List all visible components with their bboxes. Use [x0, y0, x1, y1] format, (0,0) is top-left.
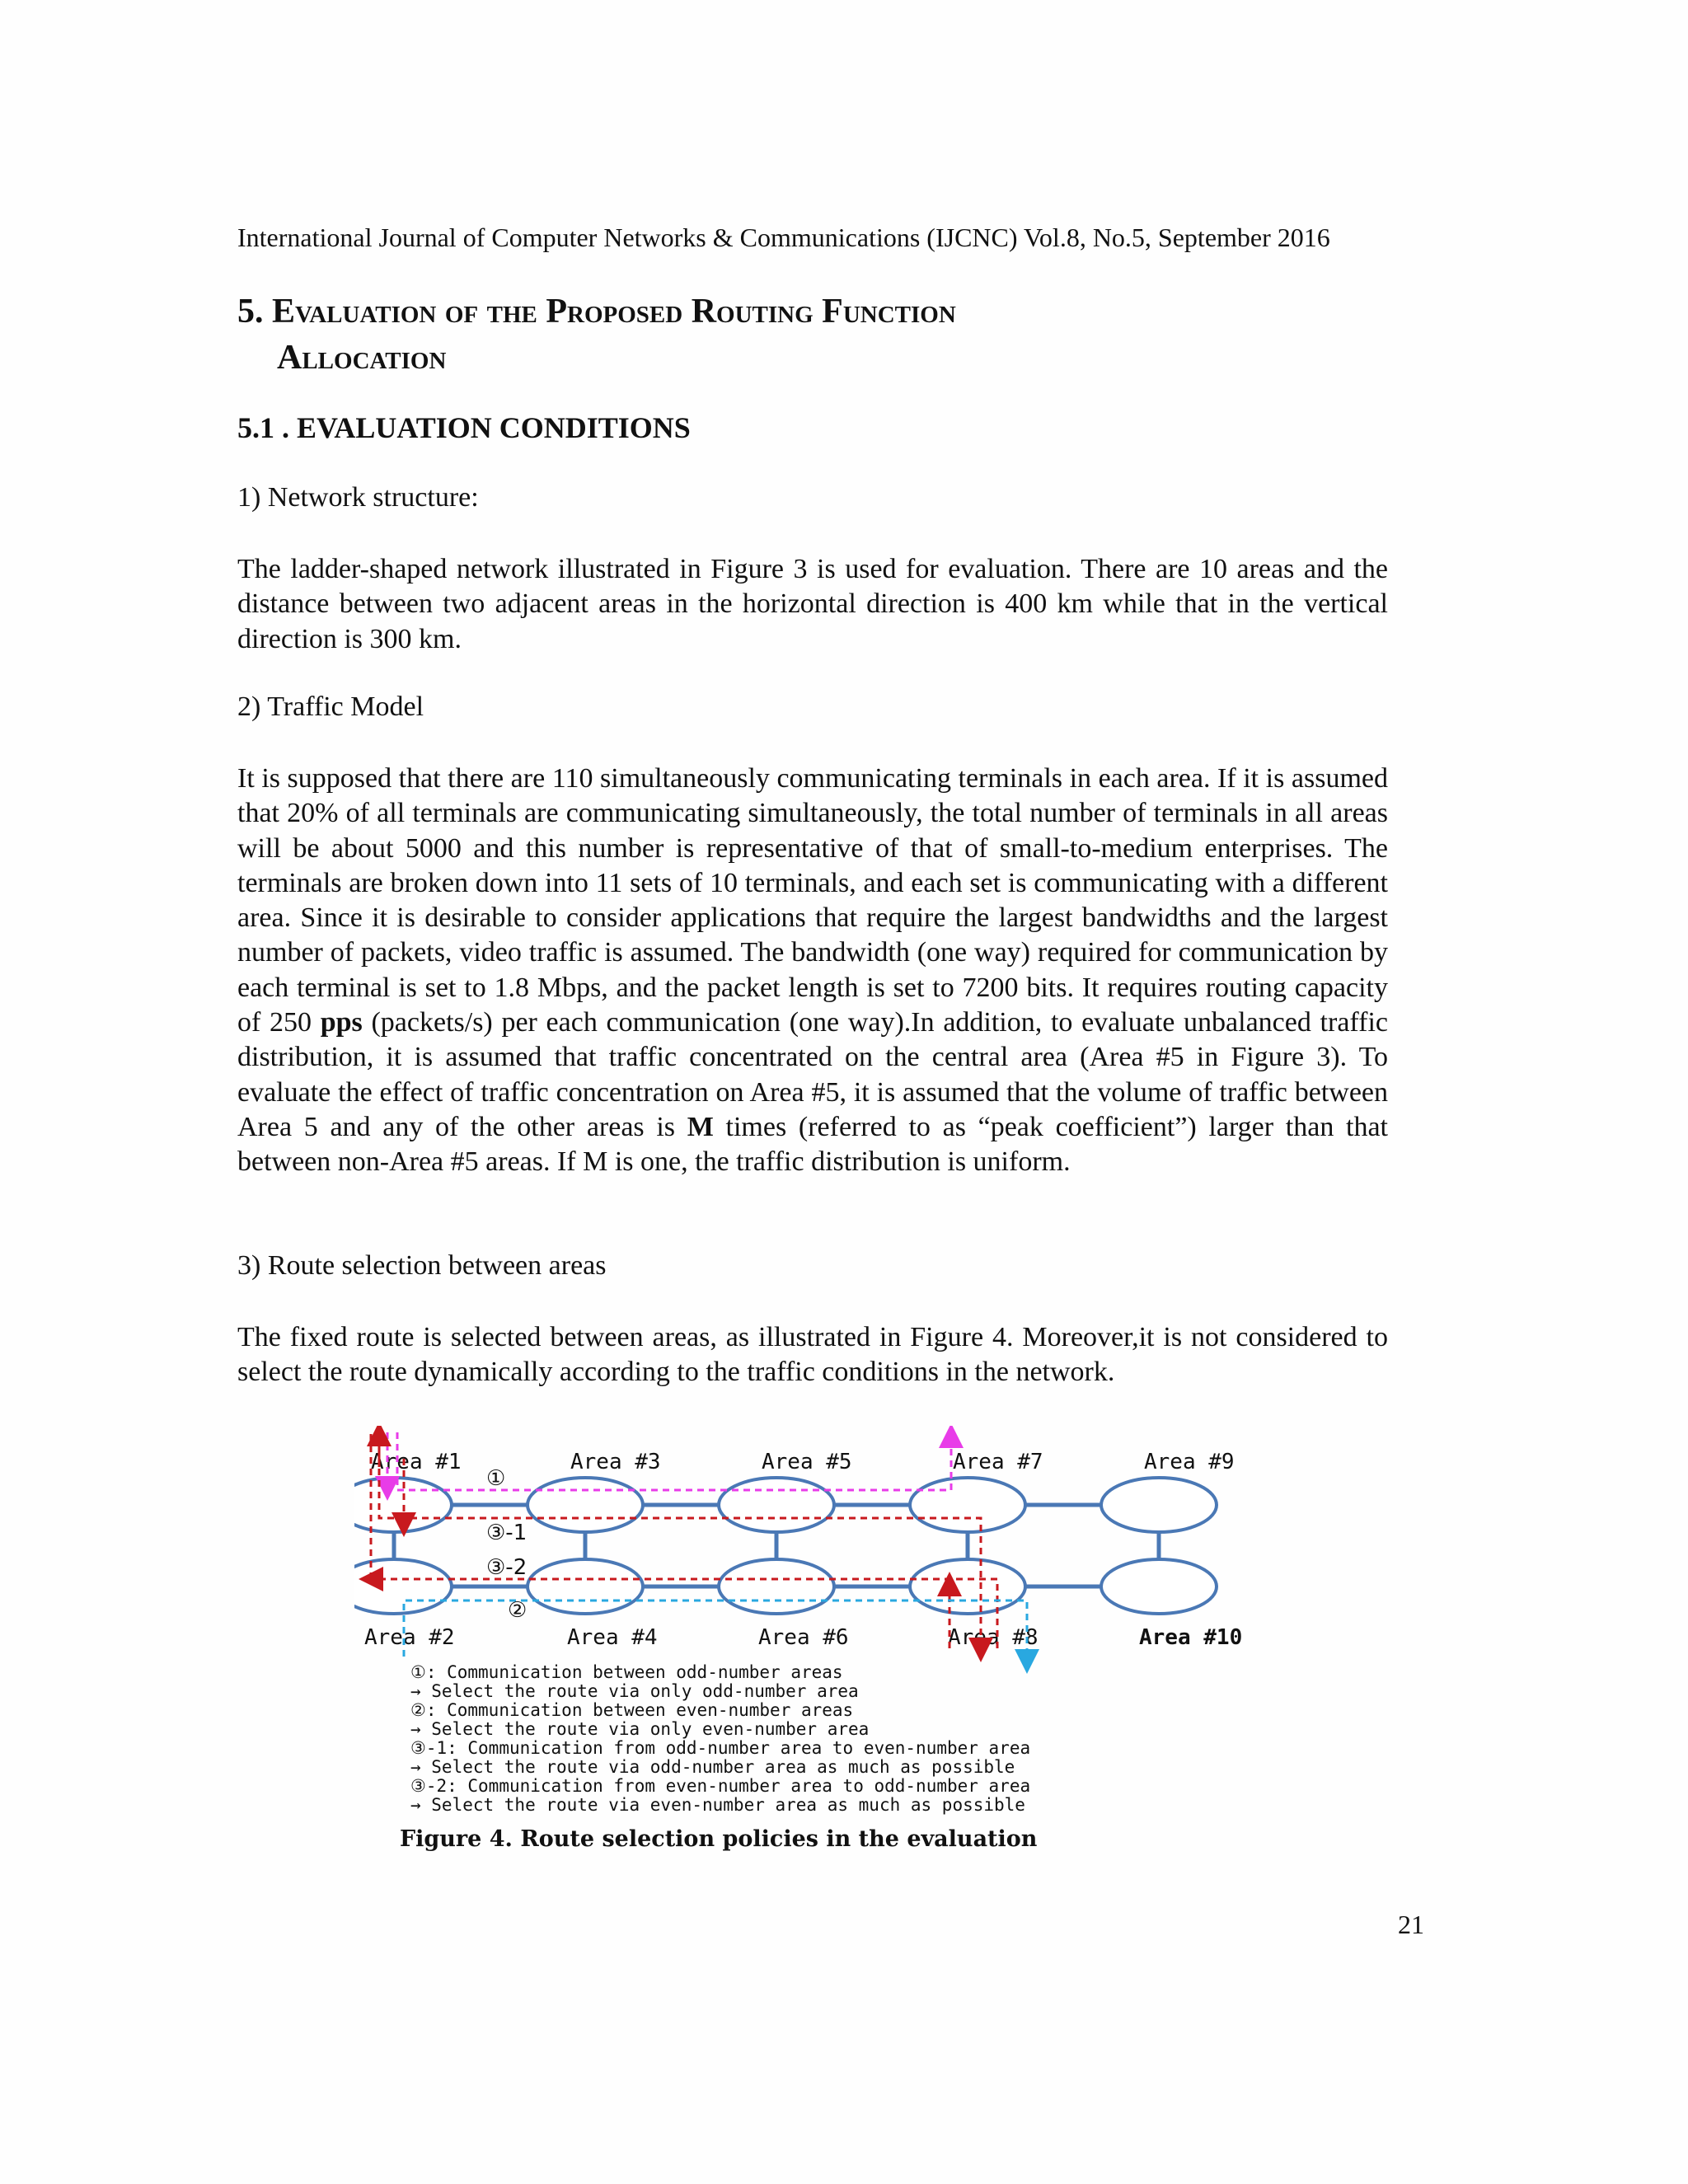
page-number: 21: [1398, 1910, 1424, 1939]
area-10-label: Area #10: [1139, 1625, 1243, 1650]
area-9-node: [1101, 1478, 1217, 1532]
area-2-label: Area #2: [364, 1625, 455, 1650]
legend-line-2: → Select the route via only odd-number area: [410, 1681, 859, 1701]
section-title: [237, 288, 1391, 381]
section-title-line2: Allocation: [277, 339, 447, 377]
area-7-label: Area #7: [953, 1450, 1043, 1474]
figure-4: [354, 1426, 1311, 1879]
traffic-paragraph: [237, 762, 1388, 1180]
legend-line-1: ①: Communication between odd-number areas: [410, 1662, 843, 1682]
area-8-label: Area #8: [948, 1625, 1039, 1650]
route-1-mark: ①: [486, 1466, 506, 1491]
area-7-node: [910, 1478, 1025, 1532]
route-3-2-mark: ③-2: [486, 1555, 528, 1580]
area-5-node: [719, 1478, 834, 1532]
legend-line-3: ②: Communication between even-number areas: [410, 1700, 854, 1720]
pps-term: pps: [320, 1007, 363, 1038]
route-1-path: [397, 1432, 951, 1490]
route-2-mark: ②: [508, 1598, 528, 1623]
area-8-node: [910, 1559, 1025, 1614]
area-1-label: Area #1: [371, 1450, 462, 1474]
journal-header: International Journal of Computer Networks & Communications (IJCNC) Vol.8, No.5, September 2016: [237, 223, 1330, 252]
route-3-2-path: [371, 1579, 997, 1648]
section-title-line1: Evaluation of the Proposed Routing Function: [272, 293, 956, 330]
legend-line-4: → Select the route via only even-number area: [410, 1719, 870, 1739]
network-heading: 1) Network structure:: [237, 482, 479, 513]
route-3-1-mark: ③-1: [486, 1521, 528, 1545]
route-paragraph: The fixed route is selected between areas, as illustrated in Figure 4. Moreover,it is not considered to select the route dynamically according to the traffic conditions in the network.: [237, 1322, 1388, 1388]
legend-line-5: ③-1: Communication from odd-number area to even-number area: [410, 1738, 1031, 1758]
route-3-1-path: [379, 1434, 981, 1650]
area-9-label: Area #9: [1144, 1450, 1235, 1474]
area-6-node: [719, 1559, 834, 1614]
area-3-label: Area #3: [570, 1450, 661, 1474]
traffic-text-b: (packets/s) per each communication (one way).In addition, to evaluate unbalanced traffic distribution, it is assumed that traffic concentrated on the central area (Area #5 in Figure 3). To evaluate the effect of traffic concentration on Area #5, it is assumed that the volume of traffic between Area 5 and any of the other areas is: [237, 1007, 1388, 1142]
network-paragraph: The ladder-shaped network illustrated in Figure 3 is used for evaluation. There are 10 areas and the distance between two adjacent areas in the horizontal direction is 400 km while that in the vertical direction is 300 km.: [237, 554, 1388, 654]
traffic-text-a: It is supposed that there are 110 simultaneously communicating terminals in each area. If it is assumed that 20% of all terminals are communicating simultaneously, the total number of terminals in all areas will be about 5000 and this number is representative of that of small-to-medium enterprises. The terminals are broken down into 11 sets of 10 terminals, and each set is communicating with a different area. Since it is desirable to consider applications that require the largest bandwidths and the largest number of packets, video traffic is assumed. The bandwidth (one way) required for communication by each terminal is set to 1.8 Mbps, and the packet length is set to 7200 bits. It requires routing capacity of 250: [237, 763, 1388, 1038]
section-number: 5.: [237, 293, 264, 330]
area-6-label: Area #6: [758, 1625, 849, 1650]
traffic-heading: 2) Traffic Model: [237, 691, 424, 722]
traffic-text-c: times (referred to as “peak coefficient”) larger than that between non-Area #5 areas. If M is one, the traffic distribution is uniform.: [237, 1111, 1388, 1178]
figure-caption: Figure 4. Route selection policies in the evaluation: [400, 1826, 1038, 1852]
area-4-label: Area #4: [567, 1625, 658, 1650]
legend-line-8: → Select the route via even-number area as much as possible: [410, 1795, 1025, 1815]
area-5-label: Area #5: [762, 1450, 852, 1474]
area-4-node: [528, 1559, 643, 1614]
subsection-title: 5.1 . EVALUATION CONDITIONS: [237, 411, 691, 444]
legend-line-6: → Select the route via odd-number area as much as possible: [410, 1757, 1015, 1777]
area-10-node: [1101, 1559, 1217, 1614]
area-3-node: [528, 1478, 643, 1532]
peak-coefficient-term: M: [687, 1111, 714, 1142]
legend-line-7: ③-2: Communication from even-number area to odd-number area: [410, 1776, 1031, 1796]
route-heading: 3) Route selection between areas: [237, 1250, 607, 1281]
